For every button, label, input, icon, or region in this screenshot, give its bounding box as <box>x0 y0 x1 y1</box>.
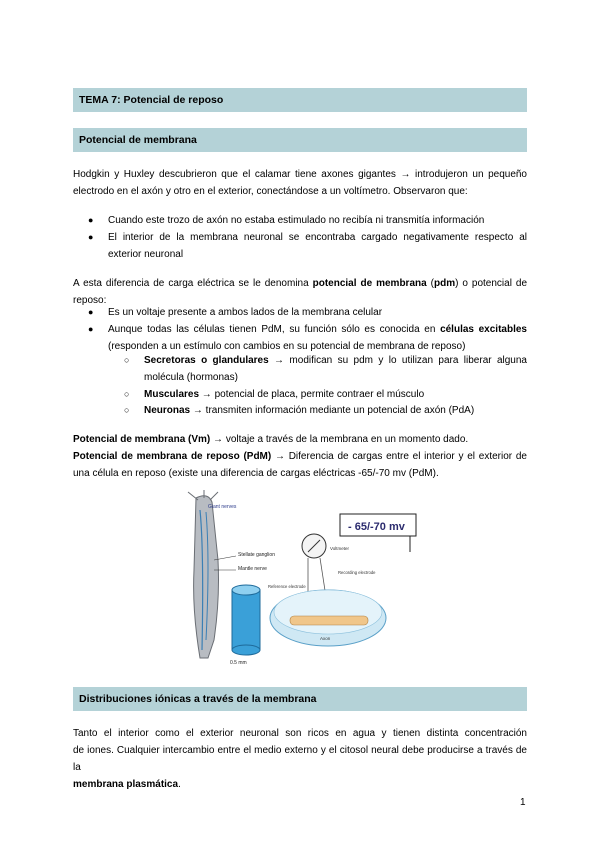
voltmeter-label: Voltmeter <box>330 546 350 551</box>
definition-vm: Potencial de membrana (Vm) → voltaje a través de la membrana en un momento dado. <box>73 434 469 445</box>
sublist-item <box>124 386 527 403</box>
list-item-text: exterior neuronal <box>108 249 184 260</box>
section-title: Distribuciones iónicas a través de la membrana <box>79 693 317 705</box>
list-item-text: Secretoras o glandulares → modifican su pdm y lo utilizan para liberar alguna <box>144 355 527 366</box>
intro-line: electrodo en el axón y otro en el exterior, conectándose a un voltímetro. Observaron que: <box>73 186 468 197</box>
bullet-icon: ● <box>88 215 94 225</box>
list-item <box>88 212 527 229</box>
scale-label: 0.5 mm <box>230 660 247 666</box>
ionic-line: Tanto el interior como el exterior neuronal son ricos en agua y tienen distinta concentración <box>73 728 527 739</box>
list-item-text: Musculares → potencial de placa, permite contraer el músculo <box>144 389 425 400</box>
circle-bullet-icon: ○ <box>124 389 130 399</box>
list-item <box>88 321 527 355</box>
ionic-line: de iones. Cualquier intercambio entre el medio externo y el citosol neural debe producirse a través de la <box>73 745 527 773</box>
squid-label: Stellate ganglion <box>238 552 275 558</box>
list-item-text: Aunque todas las células tienen PdM, su función sólo es conocida en células excitables <box>108 324 527 335</box>
list-item-text: El interior de la membrana neuronal se encontraba cargado negativamente respecto al <box>108 232 527 243</box>
definition-pdm-line2: una célula en reposo (existe una diferencia de cargas eléctricas -65/-70 mv (PdM). <box>73 468 439 479</box>
axon-cylinder <box>232 585 260 655</box>
title-bar <box>73 88 527 112</box>
list-item-text: molécula (hormonas) <box>144 372 238 383</box>
axon-rod <box>290 616 368 625</box>
voltage-readout: - 65/-70 mv <box>348 521 405 533</box>
circle-bullet-icon: ○ <box>124 405 130 415</box>
squid-label: Mantle nerve <box>238 566 267 572</box>
definition-pdm: Potencial de membrana de reposo (PdM) → Diferencia de cargas entre el interior y el exterior de <box>73 451 527 462</box>
list-item-text: (responden a un estímulo con cambios en su potencial de membrana de reposo) <box>108 341 466 352</box>
list-item-text: Neuronas → transmiten información mediante un potencial de axón (PdA) <box>144 405 475 416</box>
pdm-line: A esta diferencia de carga eléctrica se le denomina potencial de membrana (pdm) o potencial de <box>73 278 528 289</box>
sublist-item <box>124 352 527 386</box>
definitions-paragraph <box>73 431 527 482</box>
pdm-line: reposo: <box>73 295 107 306</box>
electrode-label: Reference electrode <box>268 584 306 589</box>
section-title: Potencial de membrana <box>79 134 197 146</box>
section-heading-membrana <box>73 128 527 152</box>
bullet-icon: ● <box>88 232 94 242</box>
list-item-text: Es un voltaje presente a ambos lados de la membrana celular <box>108 307 383 318</box>
ionic-paragraph <box>73 725 527 793</box>
intro-paragraph <box>73 166 527 200</box>
ionic-line: membrana plasmática. <box>73 779 181 790</box>
circle-bullet-icon: ○ <box>124 355 130 365</box>
sublist-item <box>124 402 527 419</box>
list-item <box>88 229 527 263</box>
axon-label: Axon <box>320 636 331 641</box>
page-number: 1 <box>520 797 526 808</box>
intro-line: Hodgkin y Huxley descubrieron que el calamar tiene axones gigantes → introdujeron un pequeño <box>73 169 527 180</box>
bullet-icon: ● <box>88 324 94 334</box>
list-item-text: Cuando este trozo de axón no estaba estimulado no recibía ni transmitía información <box>108 215 485 226</box>
squid-label: Giant nerves <box>208 504 237 510</box>
page-title: TEMA 7: Potencial de reposo <box>79 94 224 106</box>
squid-axon-figure <box>178 490 438 670</box>
section-heading-distribuciones <box>73 687 527 711</box>
list-item <box>88 304 527 321</box>
bullet-icon: ● <box>88 307 94 317</box>
electrode-label: Recording electrode <box>338 570 376 575</box>
